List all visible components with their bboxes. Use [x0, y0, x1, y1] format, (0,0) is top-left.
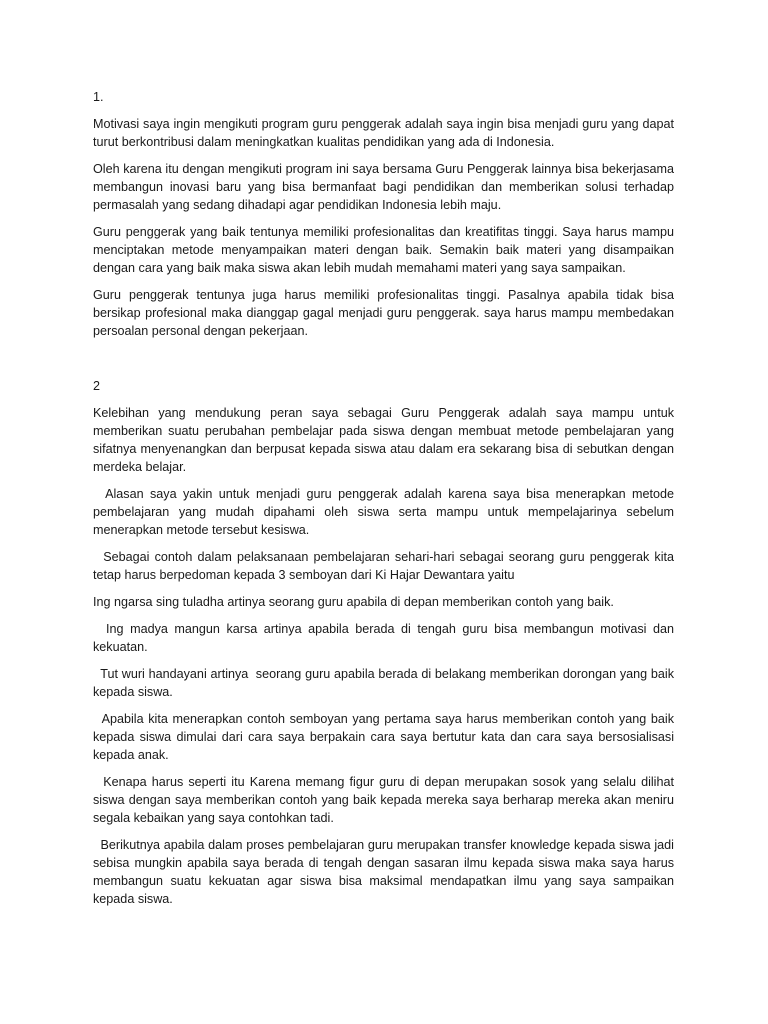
paragraph: Ing madya mangun karsa artinya apabila berada di tengah guru bisa membangun motivasi dan kekuatan.: [93, 622, 674, 654]
section-spacer: [93, 349, 674, 377]
paragraph: Kenapa harus seperti itu Karena memang figur guru di depan merupakan sosok yang selalu dilihat siswa dengan saya memberikan contoh yang baik kepada mereka saya berharap mereka akan meniru segala kebaikan yang saya contohkan tadi.: [93, 775, 674, 825]
paragraph: Motivasi saya ingin mengikuti program guru penggerak adalah saya ingin bisa menjadi guru yang dapat turut berkontribusi dalam meningkatkan kualitas pendidikan yang ada di Indonesia.: [93, 117, 674, 149]
section-number: 2: [93, 379, 101, 393]
section-number: 1.: [93, 90, 104, 104]
section-2: [93, 377, 674, 908]
paragraph: Guru penggerak tentunya juga harus memiliki profesionalitas tinggi. Pasalnya apabila tidak bisa bersikap profesional maka dianggap gagal menjadi guru penggerak. saya harus mampu membedakan persoalan personal dengan pekerjaan.: [93, 288, 674, 338]
paragraph: Kelebihan yang mendukung peran saya sebagai Guru Penggerak adalah saya mampu untuk memberikan suatu perubahan pembelajar pada siswa dengan membuat metode pembelajaran yang sifatnya menyenangkan dan berpusat kepada siswa atau dalam era sekarang bisa di sebutkan dengan merdeka belajar.: [93, 406, 674, 474]
paragraph: Ing ngarsa sing tuladha artinya seorang guru apabila di depan memberikan contoh yang baik.: [93, 595, 614, 609]
paragraph: Berikutnya apabila dalam proses pembelajaran guru merupakan transfer knowledge kepada siswa jadi sebisa mungkin apabila saya berada di tengah dengan sasaran ilmu kepada siswa maka saya harus membangun suatu kekuatan agar siswa bisa maksimal mendapatkan ilmu yang saya sampaikan kepada siswa.: [93, 838, 674, 906]
paragraph: Alasan saya yakin untuk menjadi guru penggerak adalah karena saya bisa menerapkan metode pembelajaran yang mudah dipahami oleh siswa serta mampu untuk mempelajarinya sebelum menerapkan metode tersebut kesiswa.: [93, 487, 674, 537]
section-1: [93, 88, 674, 340]
paragraph: Sebagai contoh dalam pelaksanaan pembelajaran sehari-hari sebagai seorang guru penggerak kita tetap harus berpedoman kepada 3 semboyan dari Ki Hajar Dewantara yaitu: [93, 550, 674, 582]
paragraph: Oleh karena itu dengan mengikuti program ini saya bersama Guru Penggerak lainnya bisa bekerjasama membangun inovasi baru yang bisa bermanfaat bagi pendidikan dan memberikan solusi terhadap permasalah yang sedang dihadapi agar pendidikan Indonesia lebih maju.: [93, 162, 674, 212]
paragraph: Apabila kita menerapkan contoh semboyan yang pertama saya harus memberikan contoh yang baik kepada siswa dimulai dari cara saya berpakain cara saya bertutur kata dan cara saya bersosialisasi kepada anak.: [93, 712, 674, 762]
paragraph: Guru penggerak yang baik tentunya memiliki profesionalitas dan kreatifitas tinggi. Saya harus mampu menciptakan metode menyampaikan materi dengan baik. Semakin baik materi yang disampaikan dengan cara yang baik maka siswa akan lebih mudah memahami materi yang saya sampaikan.: [93, 225, 674, 275]
paragraph: Tut wuri handayani artinya seorang guru apabila berada di belakang memberikan dorongan yang baik kepada siswa.: [93, 667, 674, 699]
